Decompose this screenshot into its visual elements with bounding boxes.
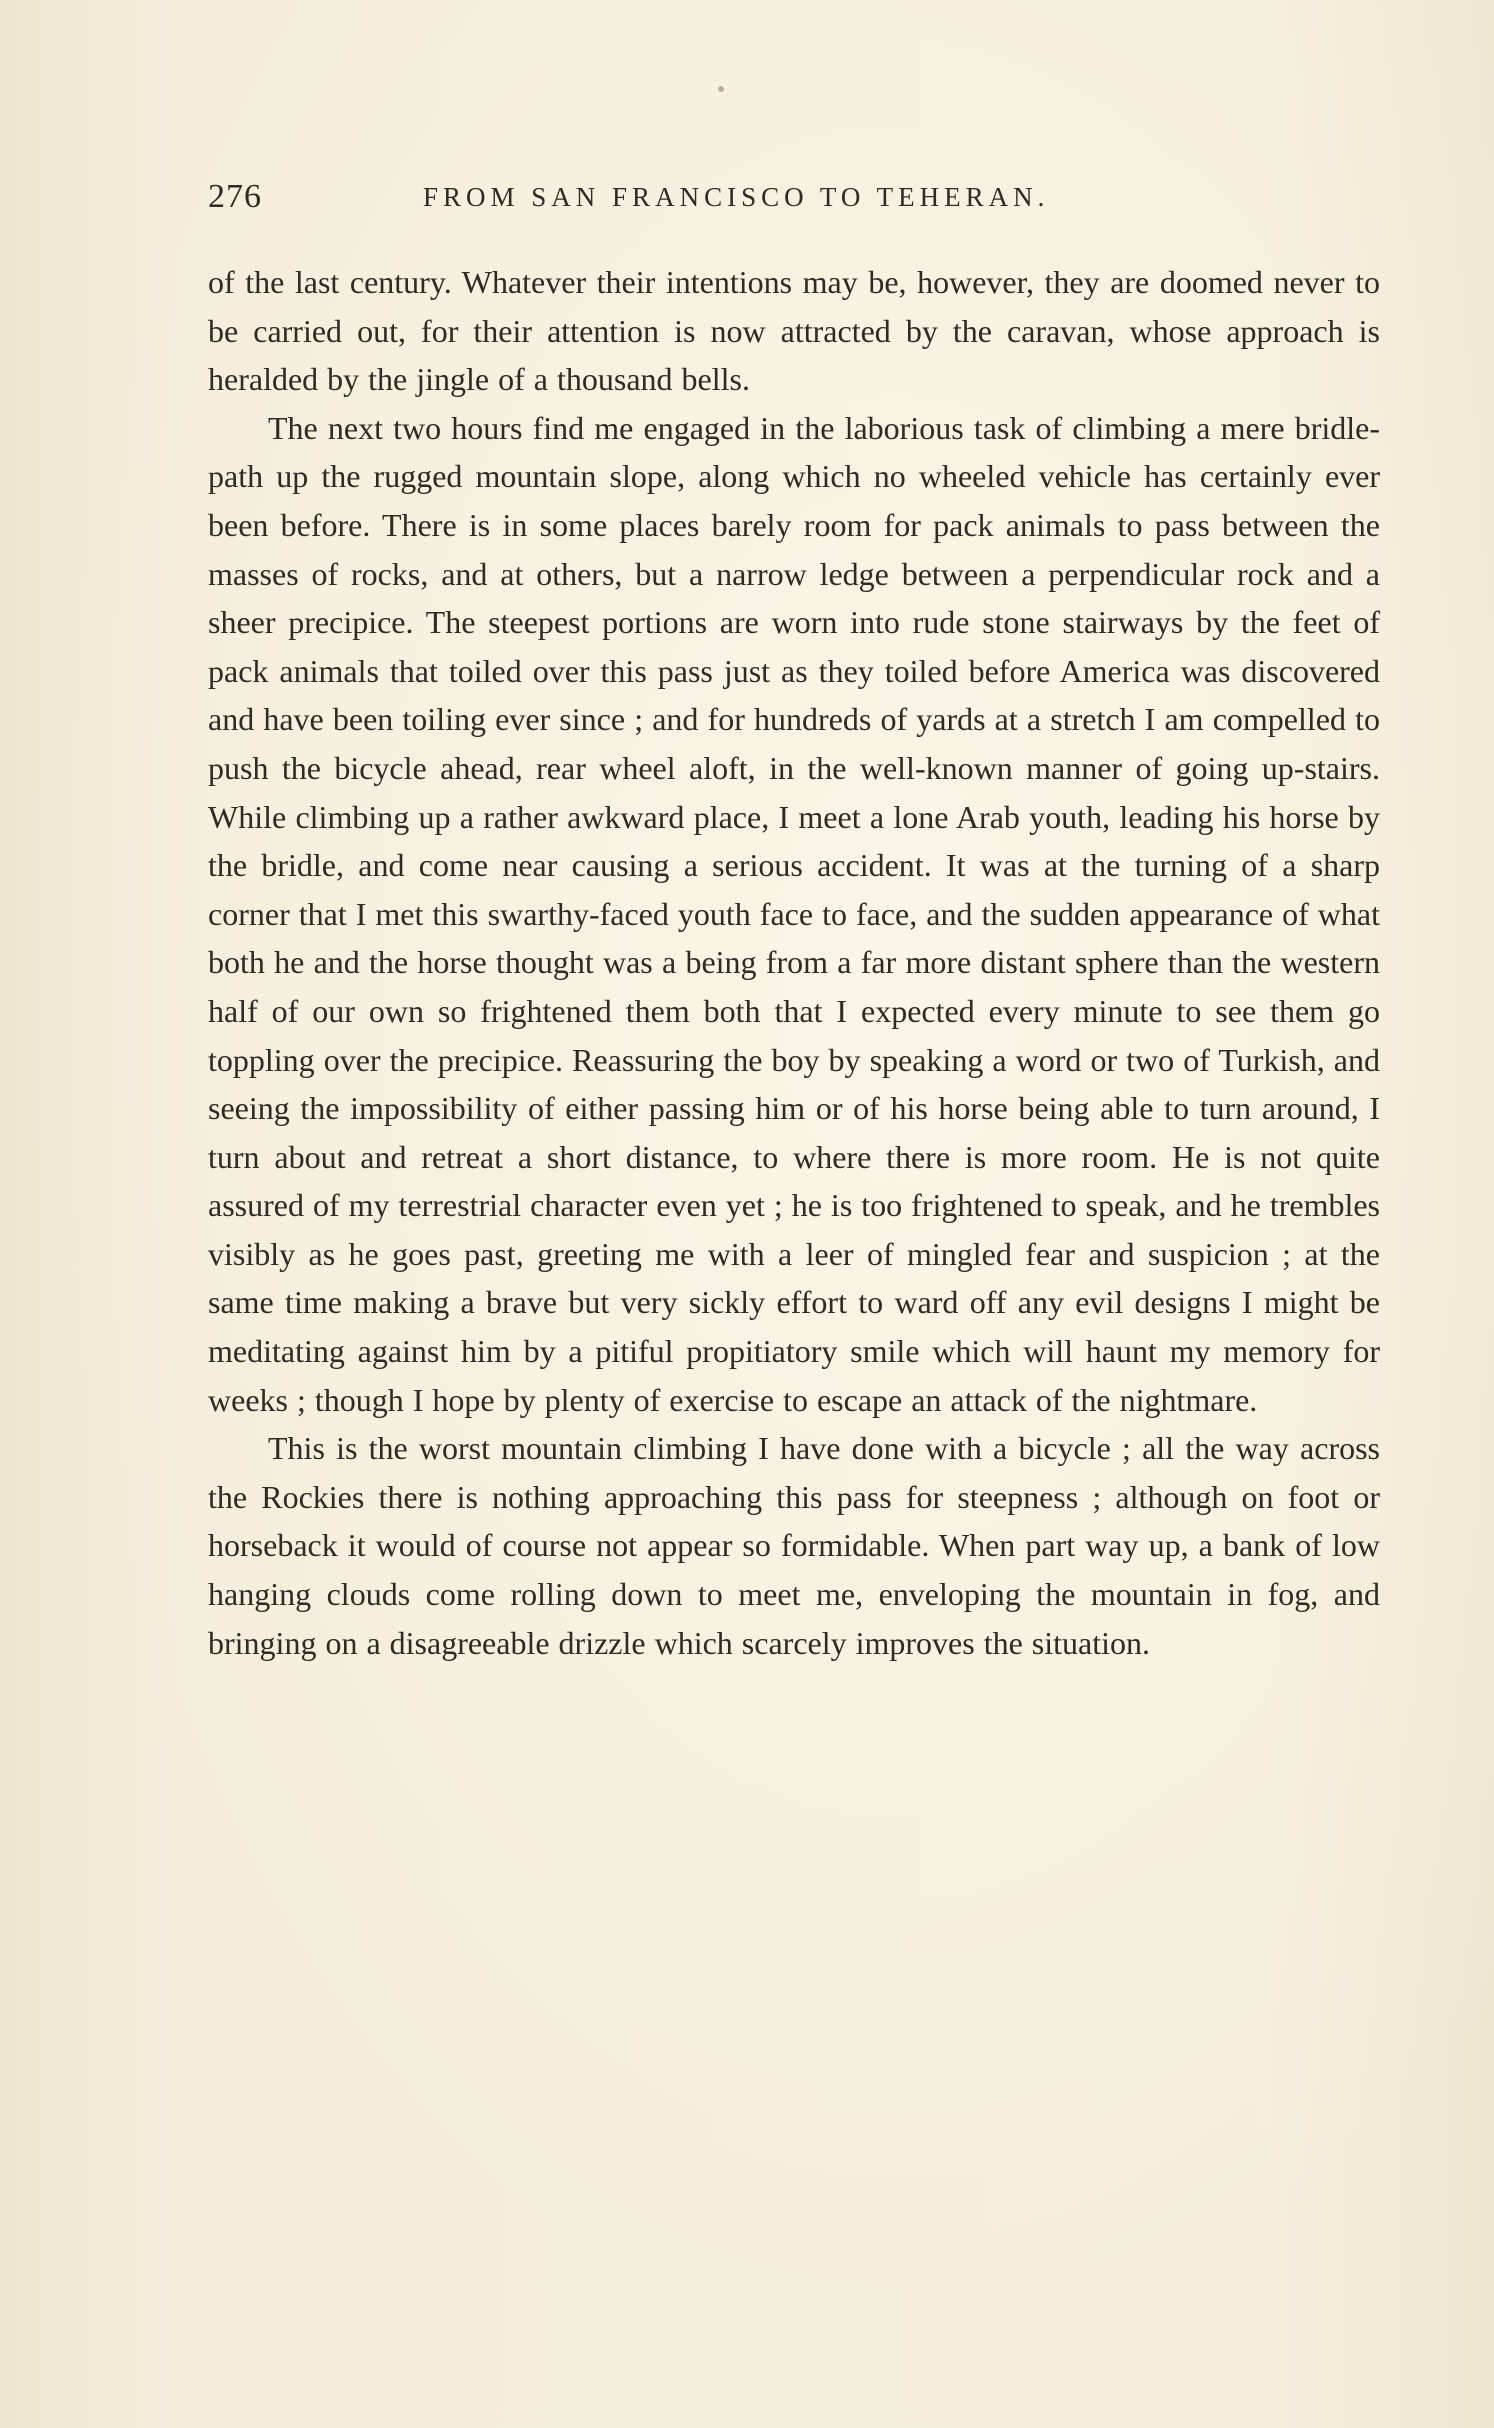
paragraph-continued: of the last century. Whatever their intentions may be, however, they are doomed never to be carried out, for their attention is now attracted by the caravan, whose approach is heralded by the jingle of a thousand bells.: [208, 264, 1380, 398]
paragraph: This is the worst mountain climbing I have done with a bicycle ; all the way across the Rockies there is nothing approaching this pass for steepness ; although on foot or horseback it would of course not appear so formidable. When part way up, a bank of low hanging clouds come rolling down to meet me, enveloping the mountain in fog, and bringing on a disagreeable drizzle which scarcely improves the situation.: [208, 1430, 1380, 1661]
body-text: [208, 258, 1380, 1667]
paper-speck: [718, 86, 724, 92]
paragraph: The next two hours find me engaged in the laborious task of climbing a mere bridle-path up the rugged mountain slope, along which no wheeled vehicle has certainly ever been before. There is in some places barely room for pack animals to pass between the masses of rocks, and at others, but a narrow ledge between a perpendicular rock and a sheer precipice. The steepest portions are worn into rude stone stairways by the feet of pack animals that toiled over this pass just as they toiled before America was discovered and have been toiling ever since ; and for hundreds of yards at a stretch I am compelled to push the bicycle ahead, rear wheel aloft, in the well-known manner of going up-stairs. While climbing up a rather awkward place, I meet a lone Arab youth, leading his horse by the bridle, and come near causing a serious accident. It was at the turning of a sharp corner that I met this swarthy-faced youth face to face, and the sudden appearance of what both he and the horse thought was a being from a far more distant sphere than the western half of our own so frightened them both that I expected every minute to see them go toppling over the precipice. Reassuring the boy by speaking a word or two of Turkish, and seeing the impossibility of either passing him or of his horse being able to turn around, I turn about and retreat a short distance, to where there is more room. He is not quite assured of my terrestrial character even yet ; he is too frightened to speak, and he trembles visibly as he goes past, greeting me with a leer of mingled fear and suspicion ; at the same time making a brave but very sickly effort to ward off any evil designs I might be meditating against him by a pitiful propitiatory smile which will haunt my memory for weeks ; though I hope by plenty of exercise to escape an attack of the nightmare.: [208, 409, 1380, 1418]
page-header: [208, 178, 1378, 224]
page-number: 276: [208, 178, 262, 215]
running-head: FROM SAN FRANCISCO TO TEHERAN.: [423, 182, 1050, 212]
